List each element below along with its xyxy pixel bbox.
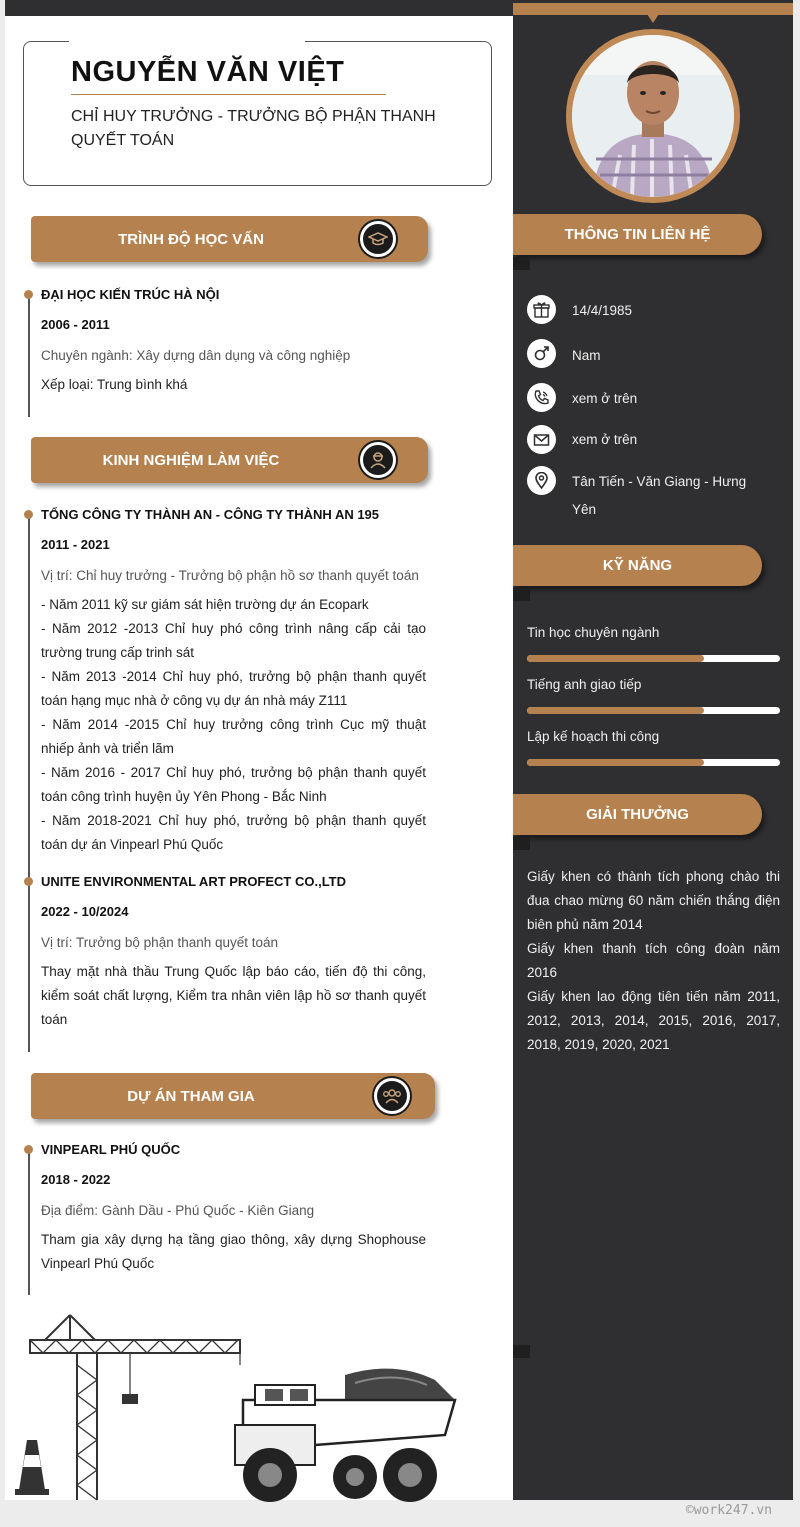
avatar-photo (572, 35, 734, 197)
project-name: VINPEARL PHÚ QUỐC (41, 1142, 181, 1157)
sidebar-marker (513, 1345, 530, 1358)
skill-name: Tiếng anh giao tiếp (527, 677, 642, 692)
sidebar-notch (647, 14, 659, 23)
candidate-name: NGUYỄN VĂN VIỆT (71, 56, 345, 88)
experience-years: 2022 - 10/2024 (41, 904, 129, 919)
project-location: Địa điểm: Gành Dầu - Phú Quốc - Kiên Giang (41, 1203, 315, 1218)
job-title: CHỈ HUY TRƯỞNG - TRƯỞNG BỘ PHẬN THANH QUYẾT TOÁN (71, 108, 436, 149)
education-years: 2006 - 2011 (41, 317, 110, 332)
education-major: Chuyên ngành: Xây dựng dân dụng và công nghiệp (41, 348, 351, 363)
timeline-dot (24, 1145, 33, 1154)
projects-header (31, 1073, 435, 1119)
experience-detail-line: - Năm 2018-2021 Chỉ huy phó, trưởng bộ phận thanh quyết toán dự án Vinpearl Phú Quốc (41, 813, 426, 852)
company-name: TỔNG CÔNG TY THÀNH AN - CÔNG TY THÀNH AN 195 (41, 507, 380, 522)
experience-role: Vị trí: Chỉ huy trưởng - Trưởng bộ phận hồ sơ thanh quyết toán (41, 568, 419, 583)
gender-value: Nam (572, 348, 601, 363)
project-description: Tham gia xây dựng hạ tầng giao thông, xây dựng Shophouse Vinpearl Phú Quốc (41, 1232, 426, 1271)
graduation-cap-icon (360, 221, 396, 257)
phone-icon (527, 383, 556, 412)
skill-bar (527, 707, 780, 714)
timeline-dot (24, 877, 33, 886)
experience-role: Vị trí: Trưởng bộ phận thanh quyết toán (41, 935, 279, 950)
experience-detail-line: - Năm 2016 - 2017 Chỉ huy phó, trưởng bộ phận thanh quyết toán công trình huyện ủy Yên Phong - Bắc Ninh (41, 765, 426, 804)
skill-name: Tin học chuyên ngành (527, 625, 660, 640)
crane-icon (30, 1315, 240, 1500)
experience-years: 2011 - 2021 (41, 537, 110, 552)
experience-header (31, 437, 428, 483)
mail-icon (527, 425, 556, 454)
worker-icon (360, 442, 396, 478)
project-years: 2018 - 2022 (41, 1172, 111, 1187)
education-heading: TRÌNH ĐỘ HỌC VẤN (118, 230, 264, 248)
dump-truck-icon (235, 1369, 455, 1502)
email-value: xem ở trên (572, 432, 638, 447)
skill-name: Lập kế hoạch thi công (527, 729, 660, 744)
education-grade: Xếp loại: Trung bình khá (41, 377, 188, 392)
school-name: ĐẠI HỌC KIẾN TRÚC HÀ NỘI (41, 287, 220, 302)
address-value: Tân Tiến - Văn Giang - Hưng Yên (572, 474, 747, 517)
skills-heading: KỸ NĂNG (602, 557, 673, 574)
skill-bar (527, 759, 780, 766)
phone-value: xem ở trên (572, 391, 638, 406)
experience-details (41, 593, 426, 857)
construction-illustration (15, 1305, 465, 1505)
avatar (566, 29, 740, 203)
skill-fill (527, 707, 704, 714)
experience-description: Thay mặt nhà thầu Trung Quốc lập báo cáo, tiến độ thi công, kiểm soát chất lượng, Kiểm tra nhân viên lập hồ sơ thanh quyết toán (41, 964, 426, 1027)
traffic-cone-icon (15, 1440, 49, 1495)
watermark: ©work247.vn (685, 1503, 772, 1518)
contact-header (513, 214, 762, 255)
name-underline (71, 94, 386, 95)
skills-header (513, 545, 762, 586)
birthday-value: 14/4/1985 (572, 303, 633, 318)
company-name: UNITE ENVIRONMENTAL ART PROFECT CO.,LTD (41, 874, 347, 889)
skill-fill (527, 759, 704, 766)
experience-detail-line: - Năm 2012 -2013 Chỉ huy phó công trình nâng cấp cải tạo trường trung cấp trinh sát (41, 621, 426, 660)
awards-heading: GIẢI THƯỞNG (586, 806, 689, 823)
header-tab (513, 588, 530, 601)
experience-detail-line: - Năm 2011 kỹ sư giám sát hiện trường dự án Ecopark (41, 597, 369, 612)
awards-header (513, 794, 762, 835)
experience-timeline (28, 512, 30, 1052)
award-item: Giấy khen thanh tích công đoàn năm 2016 (527, 941, 780, 980)
gender-icon (527, 339, 556, 368)
education-header (31, 216, 428, 262)
skill-bar (527, 655, 780, 662)
award-item: Giấy khen lao động tiên tiến năm 2011, 2012, 2013, 2014, 2015, 2016, 2017, 2018, 2019, 2020, 2021 (527, 989, 780, 1052)
header-tab (513, 837, 530, 850)
experience-detail-line: - Năm 2014 -2015 Chỉ huy trưởng công trình Cục mỹ thuật nhiếp ảnh và triển lãm (41, 717, 426, 756)
gift-icon (527, 295, 556, 324)
header-tab (513, 257, 530, 270)
awards-list (527, 865, 780, 1057)
team-icon (374, 1078, 410, 1114)
education-timeline (28, 292, 30, 417)
skill-fill (527, 655, 704, 662)
name-box-gap (69, 38, 305, 44)
location-pin-icon (527, 466, 556, 495)
projects-timeline (28, 1147, 30, 1295)
experience-detail-line: - Năm 2013 -2014 Chỉ huy phó, trưởng bộ phận thanh quyết toán hạng mục nhà ở công vụ dự án nhà máy Z111 (41, 669, 426, 708)
contact-heading: THÔNG TIN LIÊN HỆ (564, 226, 711, 243)
experience-heading: KINH NGHIỆM LÀM VIỆC (102, 451, 280, 469)
person-photo-icon (572, 35, 734, 197)
timeline-dot (24, 290, 33, 299)
award-item: Giấy khen có thành tích phong chào thi đua chao mừng 60 năm chiến thắng điện biên phủ năm 2014 (527, 869, 780, 932)
projects-heading: DỰ ÁN THAM GIA (127, 1087, 255, 1105)
timeline-dot (24, 510, 33, 519)
